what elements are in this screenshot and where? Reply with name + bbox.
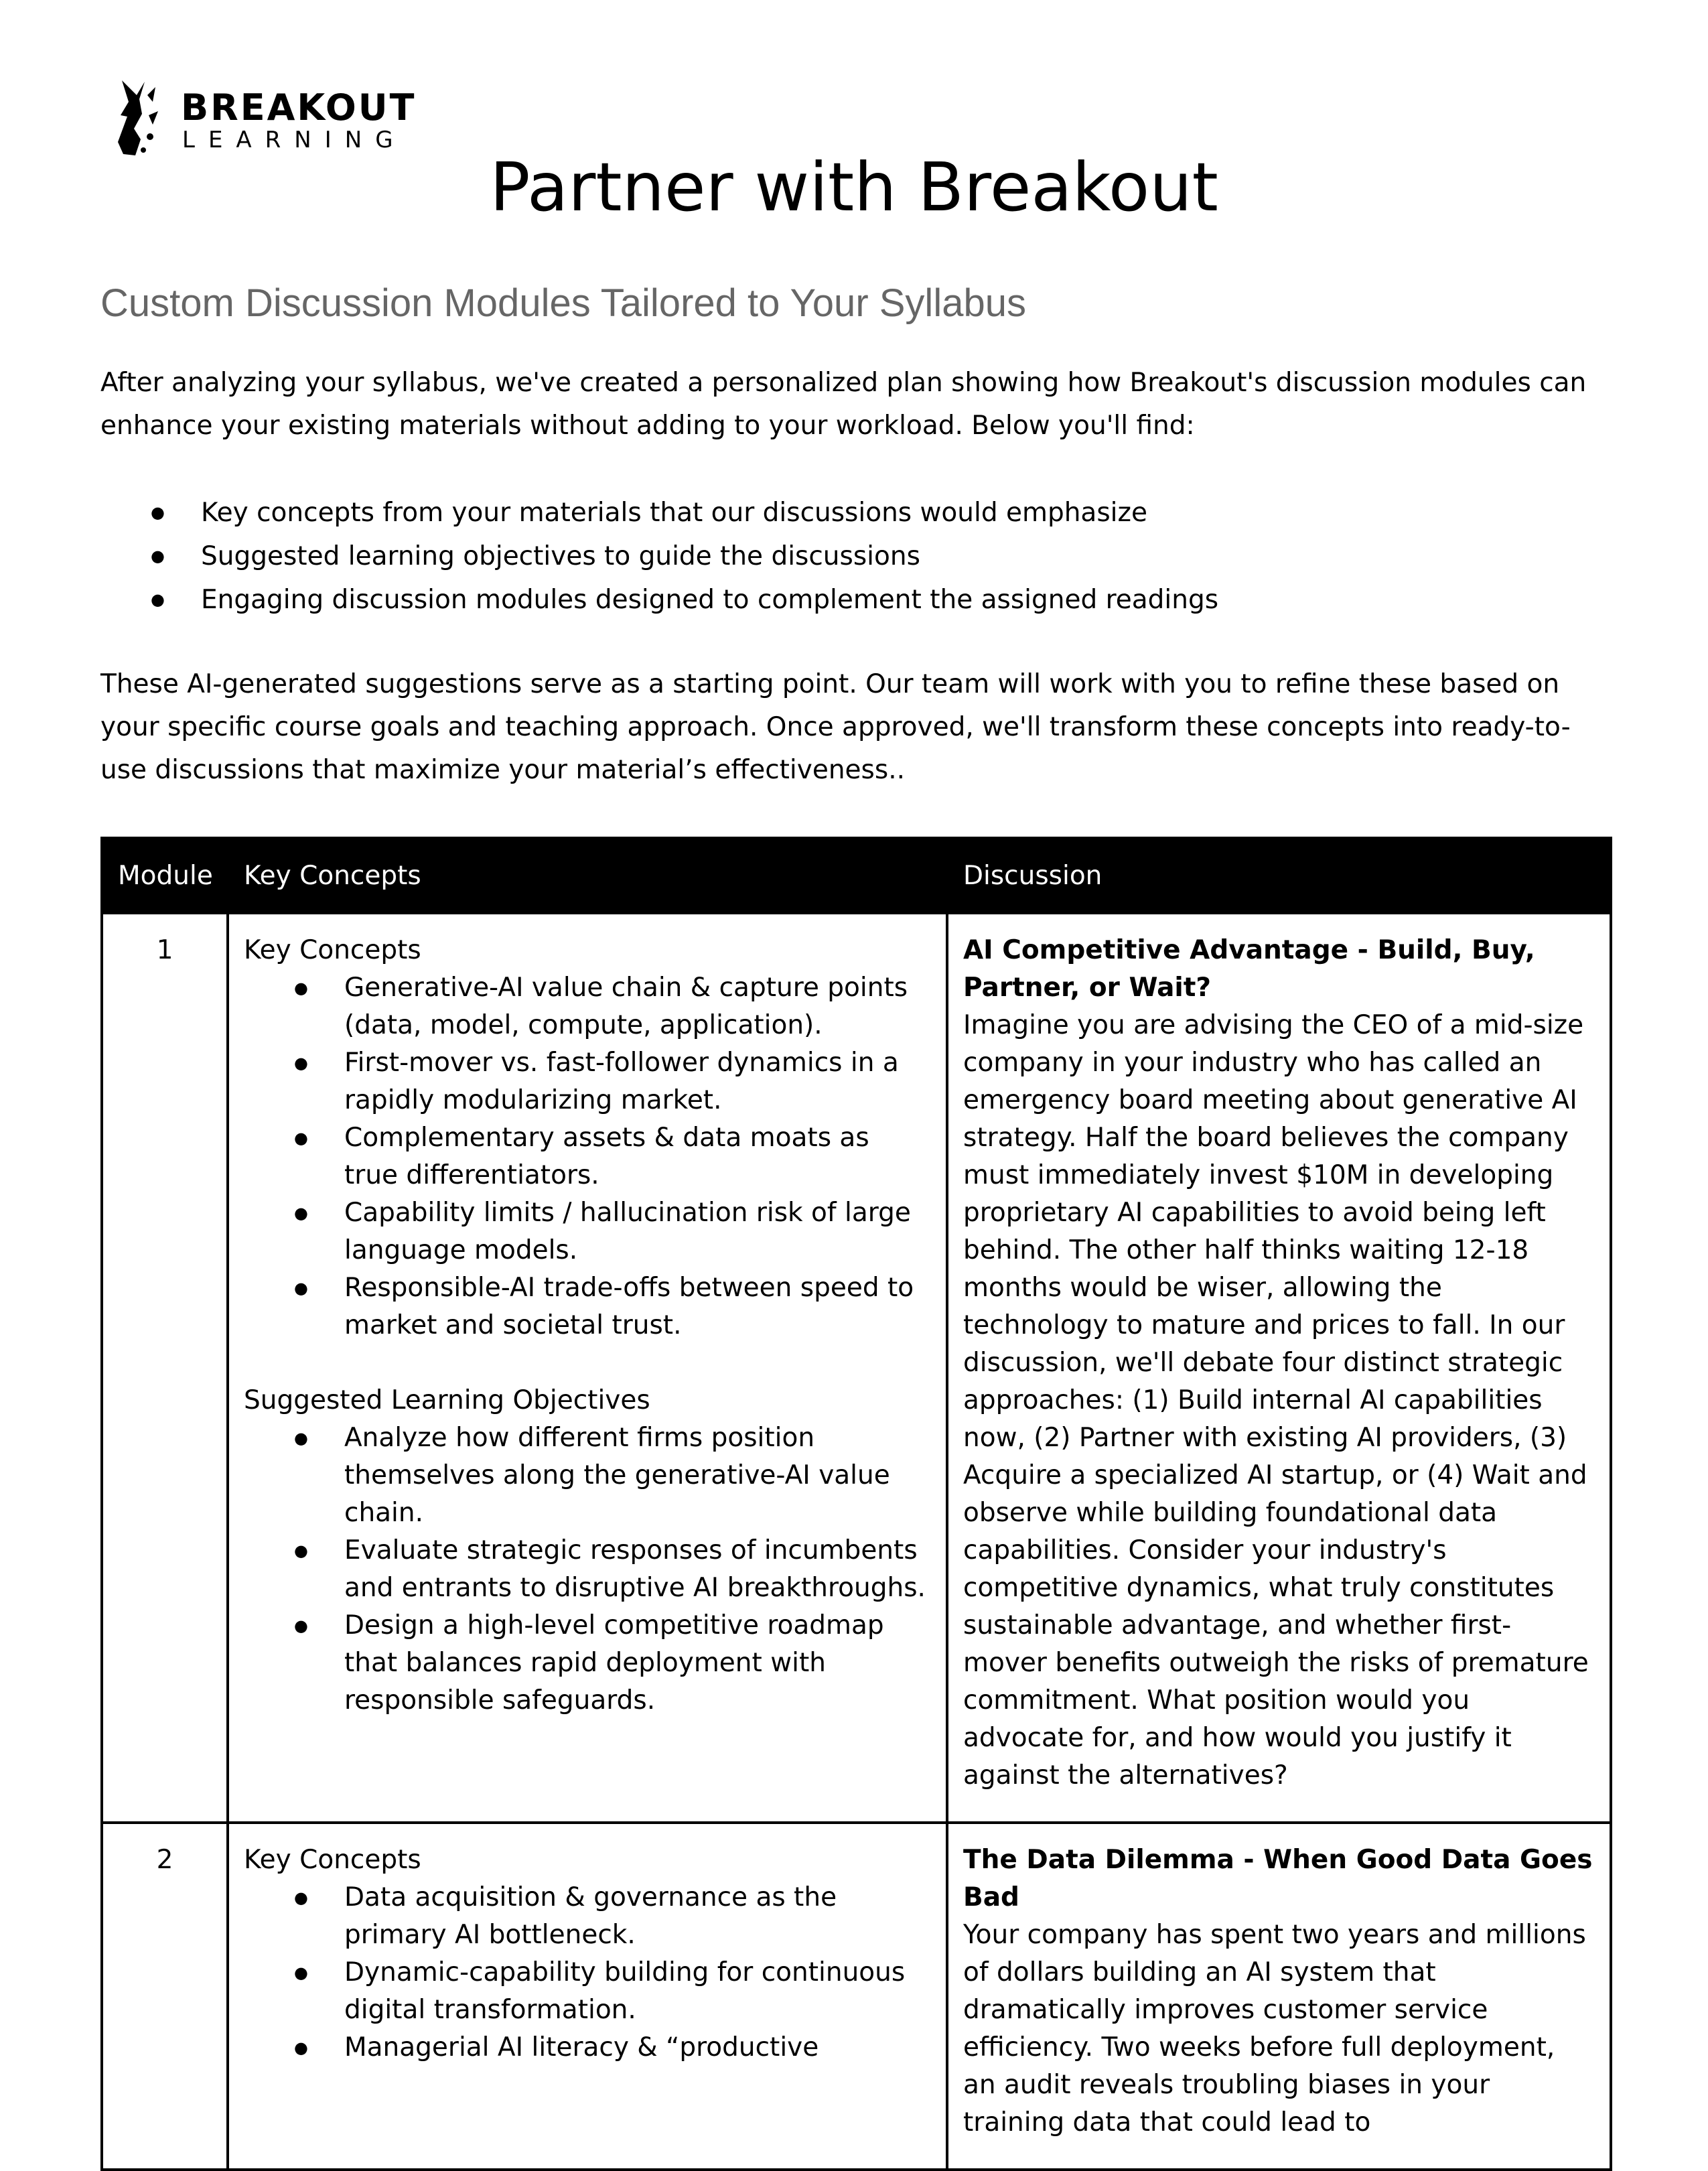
list-item: ● Design a high-level competitive roadmap that balances rapid deployment with responsible safeguards.: [244, 1607, 931, 1720]
header-discussion: Discussion: [947, 838, 1611, 913]
key-concepts-cell: [228, 913, 947, 1823]
list-item: ● Evaluate strategic responses of incumbents and entrants to disruptive AI breakthroughs.: [244, 1532, 931, 1607]
logo-wordmark-learning: LEARNING: [182, 127, 407, 153]
key-concepts-list: [244, 1879, 931, 2067]
list-item: ● Key concepts from your materials that our discussions would emphasize: [100, 491, 1574, 535]
table-row: [102, 913, 1611, 1823]
key-concepts-list: [244, 969, 931, 1344]
intro-bullet-list: [100, 491, 1574, 622]
header-module: Module: [102, 838, 228, 913]
list-item: ● Engaging discussion modules designed to complement the assigned readings: [100, 578, 1574, 622]
discussion-title: AI Competitive Advantage - Build, Buy, Partner, or Wait?: [963, 935, 1535, 1003]
learning-objectives-list: [244, 1419, 931, 1720]
table-header-row: [102, 838, 1611, 913]
discussion-cell: [947, 913, 1611, 1823]
module-number: 1: [102, 913, 228, 1823]
list-item: ● Dynamic-capability building for continuous digital transformation.: [244, 1954, 931, 2029]
list-item: ● Capability limits / hallucination risk of large language models.: [244, 1194, 931, 1269]
module-number: 2: [102, 1823, 228, 2170]
logo-wordmark-breakout: BREAKOUT: [181, 86, 417, 129]
intro-paragraph: After analyzing your syllabus, we've created a personalized plan showing how Breakout's discussion modules can enhance your existing materials without adding to your workload. Below you'll find:: [100, 368, 1587, 441]
discussion-body: Your company has spent two years and millions of dollars building an AI system that dramatically improves customer service efficiency. Two weeks before full deployment, an audit reveals troubling biases in your training data that could lead to: [963, 1920, 1586, 2138]
discussion-body: Imagine you are advising the CEO of a mid-size company in your industry who has called an emergency board meeting about generative AI strategy. Half the board believes the company must immediately invest $10M in developing proprietary AI capabilities to avoid being left behind. The other half thinks waiting 12-18 months would be wiser, allowing the technology to mature and prices to fall. In our discussion, we'll debate four distinct strategic approaches: (1) Build internal AI capabilities now, (2) Partner with existing AI providers, (3) Acquire a specialized AI startup, or (4) Wait and observe while building foundational data capabilities. Consider your industry's competitive dynamics, what truly constitutes sustainable advantage, and whether first-mover benefits outweigh the risks of premature commitment. What position would you advocate for, and how would you justify it against the alternatives?: [963, 1010, 1589, 1791]
list-item: ● Complementary assets & data moats as true differentiators.: [244, 1119, 931, 1194]
list-item: ● First-mover vs. fast-follower dynamics in a rapidly modularizing market.: [244, 1044, 931, 1119]
table-row: [102, 1823, 1611, 2170]
list-item: ● Responsible-AI trade-offs between speed to market and societal trust.: [244, 1269, 931, 1344]
key-concepts-label: Key Concepts: [244, 935, 421, 965]
outro-paragraph: These AI-generated suggestions serve as a starting point. Our team will work with you to refine these based on your specific course goals and teaching approach. Once approved, we'll transform these concepts into ready-to-use discussions that maximize your material’s effectiveness..: [100, 669, 1571, 785]
key-concepts-label: Key Concepts: [244, 1845, 421, 1875]
discussion-cell: [947, 1823, 1611, 2170]
list-item: ● Generative-AI value chain & capture points (data, model, compute, application).: [244, 969, 931, 1044]
list-item: ● Data acquisition & governance as the primary AI bottleneck.: [244, 1879, 931, 1954]
page-title: Partner with Breakout: [490, 148, 1218, 226]
discussion-title: The Data Dilemma - When Good Data Goes Bad: [963, 1845, 1593, 1912]
key-concepts-cell: [228, 1823, 947, 2170]
list-item: ● Managerial AI literacy & “productive: [244, 2029, 931, 2067]
learning-objectives-label: Suggested Learning Objectives: [244, 1385, 650, 1415]
list-item: ● Suggested learning objectives to guide the discussions: [100, 535, 1574, 578]
modules-table: [100, 837, 1612, 2171]
list-item: ● Analyze how different firms position themselves along the generative-AI value chain.: [244, 1419, 931, 1532]
page-subtitle: Custom Discussion Modules Tailored to Your Syllabus: [100, 281, 1026, 325]
header-key-concepts: Key Concepts: [228, 838, 947, 913]
